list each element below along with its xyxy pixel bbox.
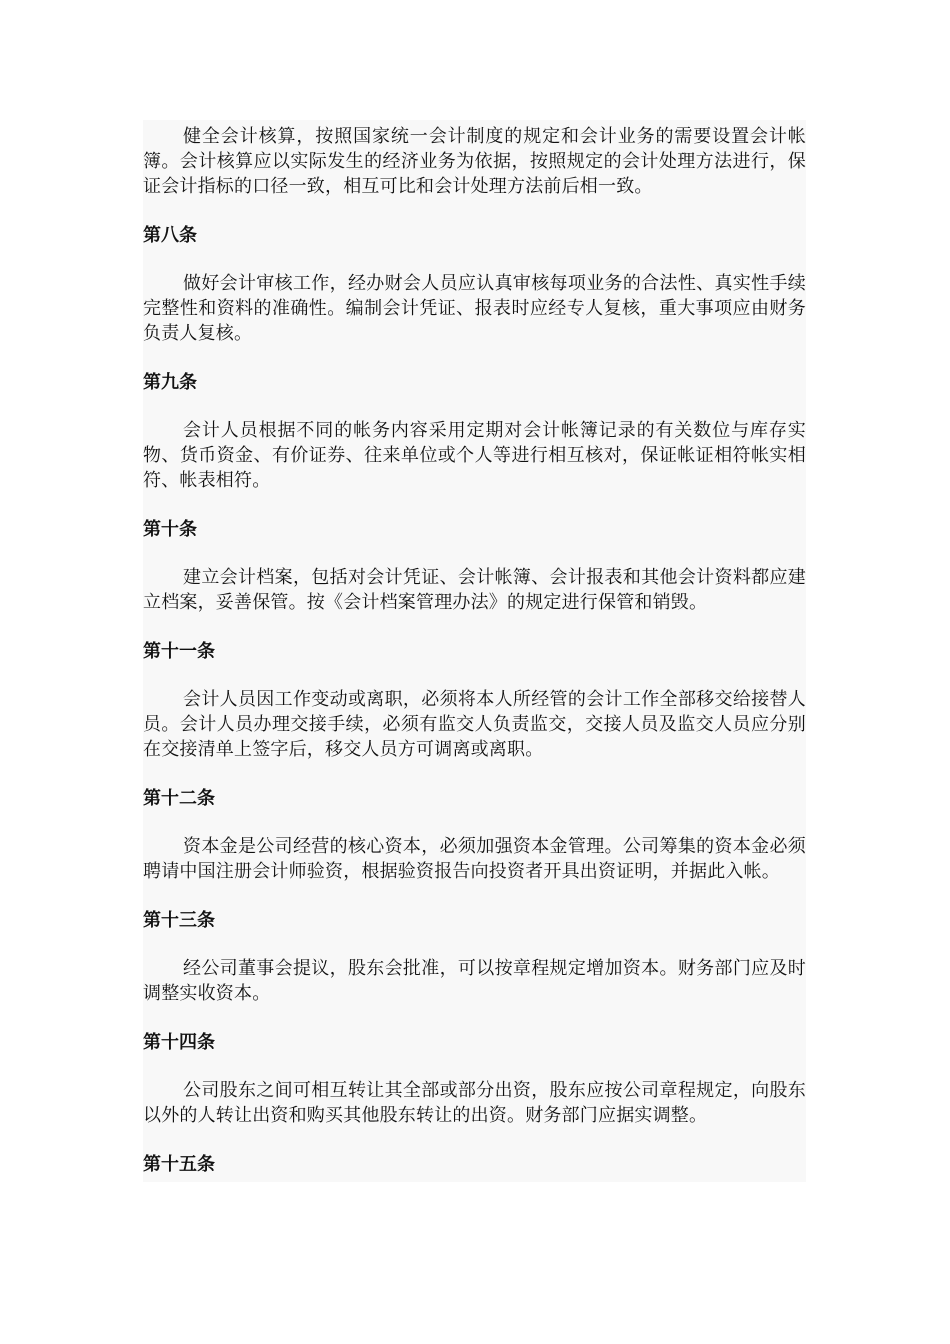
heading-article-9: 第九条 [143,372,197,393]
paragraph-article-11-body: 会计人员因工作变动或离职，必须将本人所经管的会计工作全部移交给接替人员。会计人员办理交接手续，必须有监交人负责监交，交接人员及监交人员应分别在交接清单上签字后，移交人员方可调离或离职。 [143,689,806,760]
paragraph-article-7-body: 健全会计核算，按照国家统一会计制度的规定和会计业务的需要设置会计帐簿。会计核算应以实际发生的经济业务为依据，按照规定的会计处理方法进行，保证会计指标的口径一致，相互可比和会计处理方法前后相一致。 [143,126,806,197]
paragraph-article-12-body: 资本金是公司经营的核心资本，必须加强资本金管理。公司筹集的资本金必须聘请中国注册会计师验资，根据验资报告向投资者开具出资证明，并据此入帐。 [143,836,806,882]
heading-article-13: 第十三条 [143,910,215,931]
heading-article-15: 第十五条 [143,1154,215,1175]
paragraph-article-14-body: 公司股东之间可相互转让其全部或部分出资，股东应按公司章程规定，向股东以外的人转让出资和购买其他股东转让的出资。财务部门应据实调整。 [143,1080,806,1126]
heading-article-8: 第八条 [143,225,197,246]
paragraph-article-13-body: 经公司董事会提议，股东会批准，可以按章程规定增加资本。财务部门应及时调整实收资本。 [143,958,806,1004]
paragraph-article-9-body: 会计人员根据不同的帐务内容采用定期对会计帐簿记录的有关数位与库存实物、货币资金、有价证券、往来单位或个人等进行相互核对，保证帐证相符帐实相符、帐表相符。 [143,420,806,491]
heading-article-11: 第十一条 [143,641,215,662]
paragraph-article-10-body: 建立会计档案，包括对会计凭证、会计帐簿、会计报表和其他会计资料都应建立档案，妥善保管。按《会计档案管理办法》的规定进行保管和销毁。 [143,567,806,613]
heading-article-12: 第十二条 [143,788,215,809]
paragraph-article-8-body: 做好会计审核工作，经办财会人员应认真审核每项业务的合法性、真实性手续完整性和资料的准确性。编制会计凭证、报表时应经专人复核，重大事项应由财务负责人复核。 [143,273,806,344]
heading-article-10: 第十条 [143,519,197,540]
heading-article-14: 第十四条 [143,1032,215,1053]
document-body [143,120,806,1182]
